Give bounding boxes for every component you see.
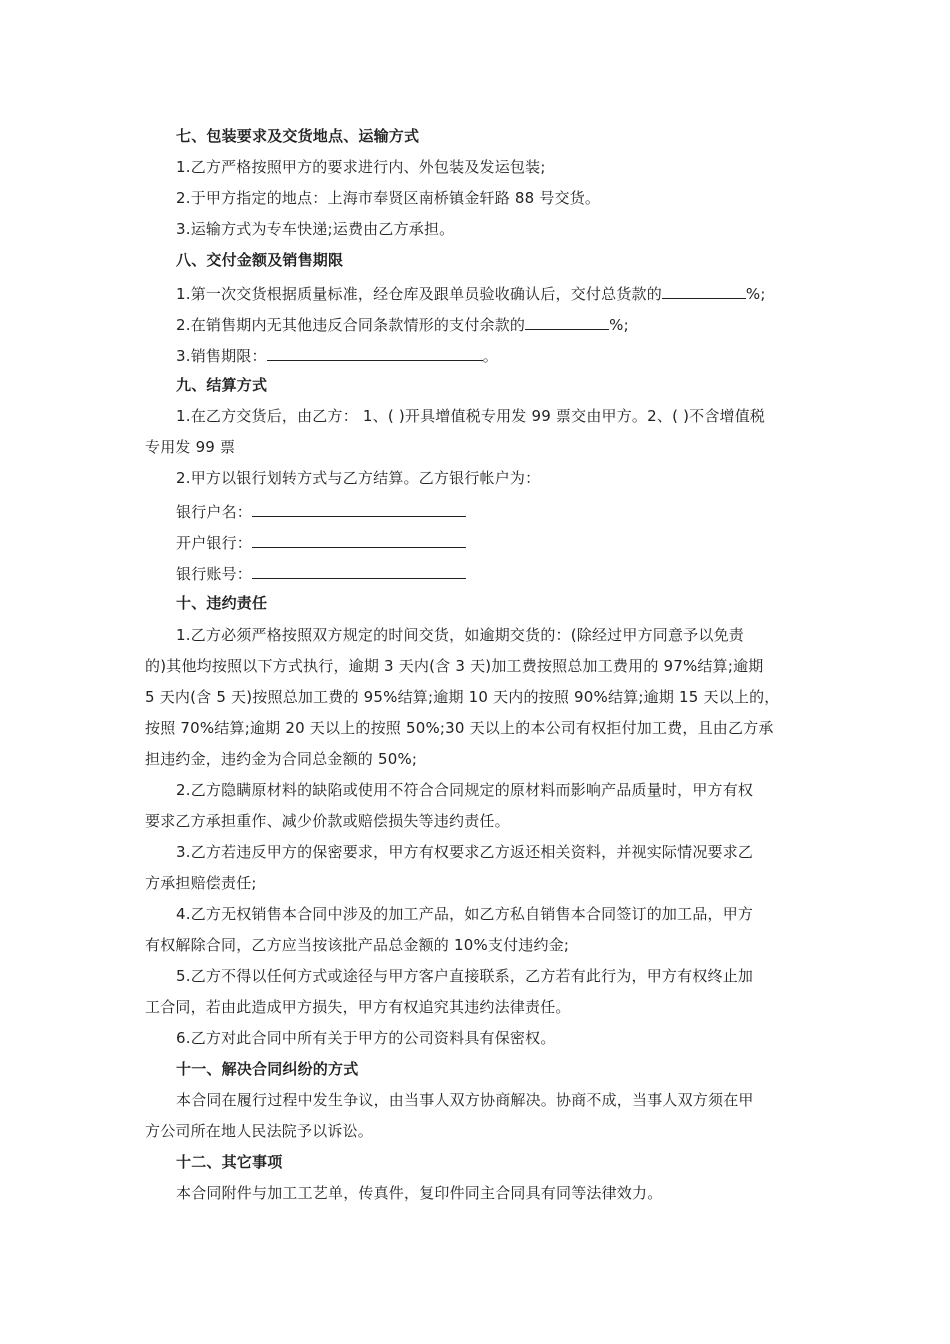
section-8-item-1-suffix: %; <box>745 285 766 303</box>
section-10-p5-line-2: 工合同，若由此造成甲方损失，甲方有权追究其违约法律责任。 <box>145 998 571 1016</box>
section-10-p6: 6.乙方对此合同中所有关于甲方的公司资料具有保密权。 <box>176 1029 556 1047</box>
section-11-line-1: 本合同在履行过程中发生争议，由当事人双方协商解决。协商不成，当事人双方须在甲 <box>176 1091 754 1109</box>
section-8-item-1-text: 1.第一次交货根据质量标准，经仓库及跟单员验收确认后，交付总货款的 <box>176 285 662 303</box>
section-8-item-2-text: 2.在销售期内无其他违反合同条款情形的支付余款的 <box>176 316 526 334</box>
section-10-p1-line-2: 的)其他均按照以下方式执行，逾期 3 天内(含 3 天)加工费按照总加工费用的 97%结算;逾期 <box>145 657 764 675</box>
section-8-item-3-text: 3.销售期限： <box>176 347 267 365</box>
section-10-p4-line-2: 有权解除合同，乙方应当按该批产品总金额的 10%支付违约金; <box>145 936 570 954</box>
section-10-p2-line-1: 2.乙方隐瞒原材料的缺陷或使用不符合合同规定的原材料而影响产品质量时，甲方有权 <box>176 781 754 799</box>
section-8-item-2-suffix: %; <box>609 316 629 334</box>
section-7-item-3: 3.运输方式为专车快递;运费由乙方承担。 <box>176 220 455 238</box>
section-9-item-2: 2.甲方以银行划转方式与乙方结算。乙方银行帐户为： <box>176 469 541 487</box>
section-12-heading: 十二、其它事项 <box>176 1153 283 1171</box>
bank-open-row <box>176 531 841 553</box>
section-7-item-1: 1.乙方严格按照甲方的要求进行内、外包装及发运包装; <box>176 158 546 176</box>
bank-name-label: 银行户名： <box>176 503 253 521</box>
bank-open-label: 开户银行： <box>176 534 253 552</box>
section-10-p1-line-3: 5 天内(含 5 天)按照总加工费的 95%结算;逾期 10 天内的按照 90%结算;逾期 15 天以上的， <box>145 688 780 706</box>
section-10-heading: 十、违约责任 <box>176 594 268 612</box>
bank-account-blank <box>252 562 466 579</box>
section-10-p4-line-1: 4.乙方无权销售本合同中涉及的加工产品，如乙方私自销售本合同签订的加工品，甲方 <box>176 905 754 923</box>
section-12-text: 本合同附件与加工工艺单，传真件，复印件同主合同具有同等法律效力。 <box>176 1184 663 1202</box>
section-7-heading: 七、包装要求及交货地点、运输方式 <box>176 127 420 145</box>
bank-name-row <box>176 500 841 522</box>
first-payment-percent-blank <box>662 282 746 299</box>
bank-account-label: 银行账号： <box>176 565 253 583</box>
bank-open-blank <box>252 531 466 548</box>
section-10-p1-line-4: 按照 70%结算;逾期 20 天以上的按照 50%;30 天以上的本公司有权拒付加工费，且由乙方承 <box>145 719 774 737</box>
section-10-p3-line-1: 3.乙方若违反甲方的保密要求，甲方有权要求乙方返还相关资料，并视实际情况要求乙 <box>176 843 754 861</box>
section-8-heading: 八、交付金额及销售期限 <box>176 251 344 269</box>
section-10-p1-line-1: 1.乙方必须严格按照双方规定的时间交货，如逾期交货的：(除经过甲方同意予以免责 <box>176 626 744 644</box>
section-8-item-3-suffix: 。 <box>482 347 498 365</box>
section-10-p1-line-5: 担违约金，违约金为合同总金额的 50%; <box>145 750 418 768</box>
section-9-heading: 九、结算方式 <box>176 376 268 394</box>
bank-account-row <box>176 562 841 584</box>
section-8-item-3 <box>176 344 841 366</box>
sales-period-blank <box>267 344 483 361</box>
section-10-p3-line-2: 方承担赔偿责任; <box>145 874 257 892</box>
balance-percent-blank <box>525 313 609 330</box>
section-9-item-1-line-1: 1.在乙方交货后，由乙方： 1、( )开具增值税专用发 99 票交由甲方。2、( )不含增值税 <box>176 407 766 425</box>
section-9-item-1-line-2: 专用发 99 票 <box>145 438 236 456</box>
bank-name-blank <box>252 500 466 517</box>
section-7-item-2: 2.于甲方指定的地点：上海市奉贤区南桥镇金轩路 88 号交货。 <box>176 189 601 207</box>
section-8-item-1 <box>176 282 841 304</box>
section-10-p5-line-1: 5.乙方不得以任何方式或途径与甲方客户直接联系，乙方若有此行为，甲方有权终止加 <box>176 967 754 985</box>
section-11-heading: 十一、解决合同纠纷的方式 <box>176 1060 359 1078</box>
section-11-line-2: 方公司所在地人民法院予以诉讼。 <box>145 1122 374 1140</box>
section-8-item-2 <box>176 313 841 335</box>
section-10-p2-line-2: 要求乙方承担重作、减少价款或赔偿损失等违约责任。 <box>145 812 510 830</box>
